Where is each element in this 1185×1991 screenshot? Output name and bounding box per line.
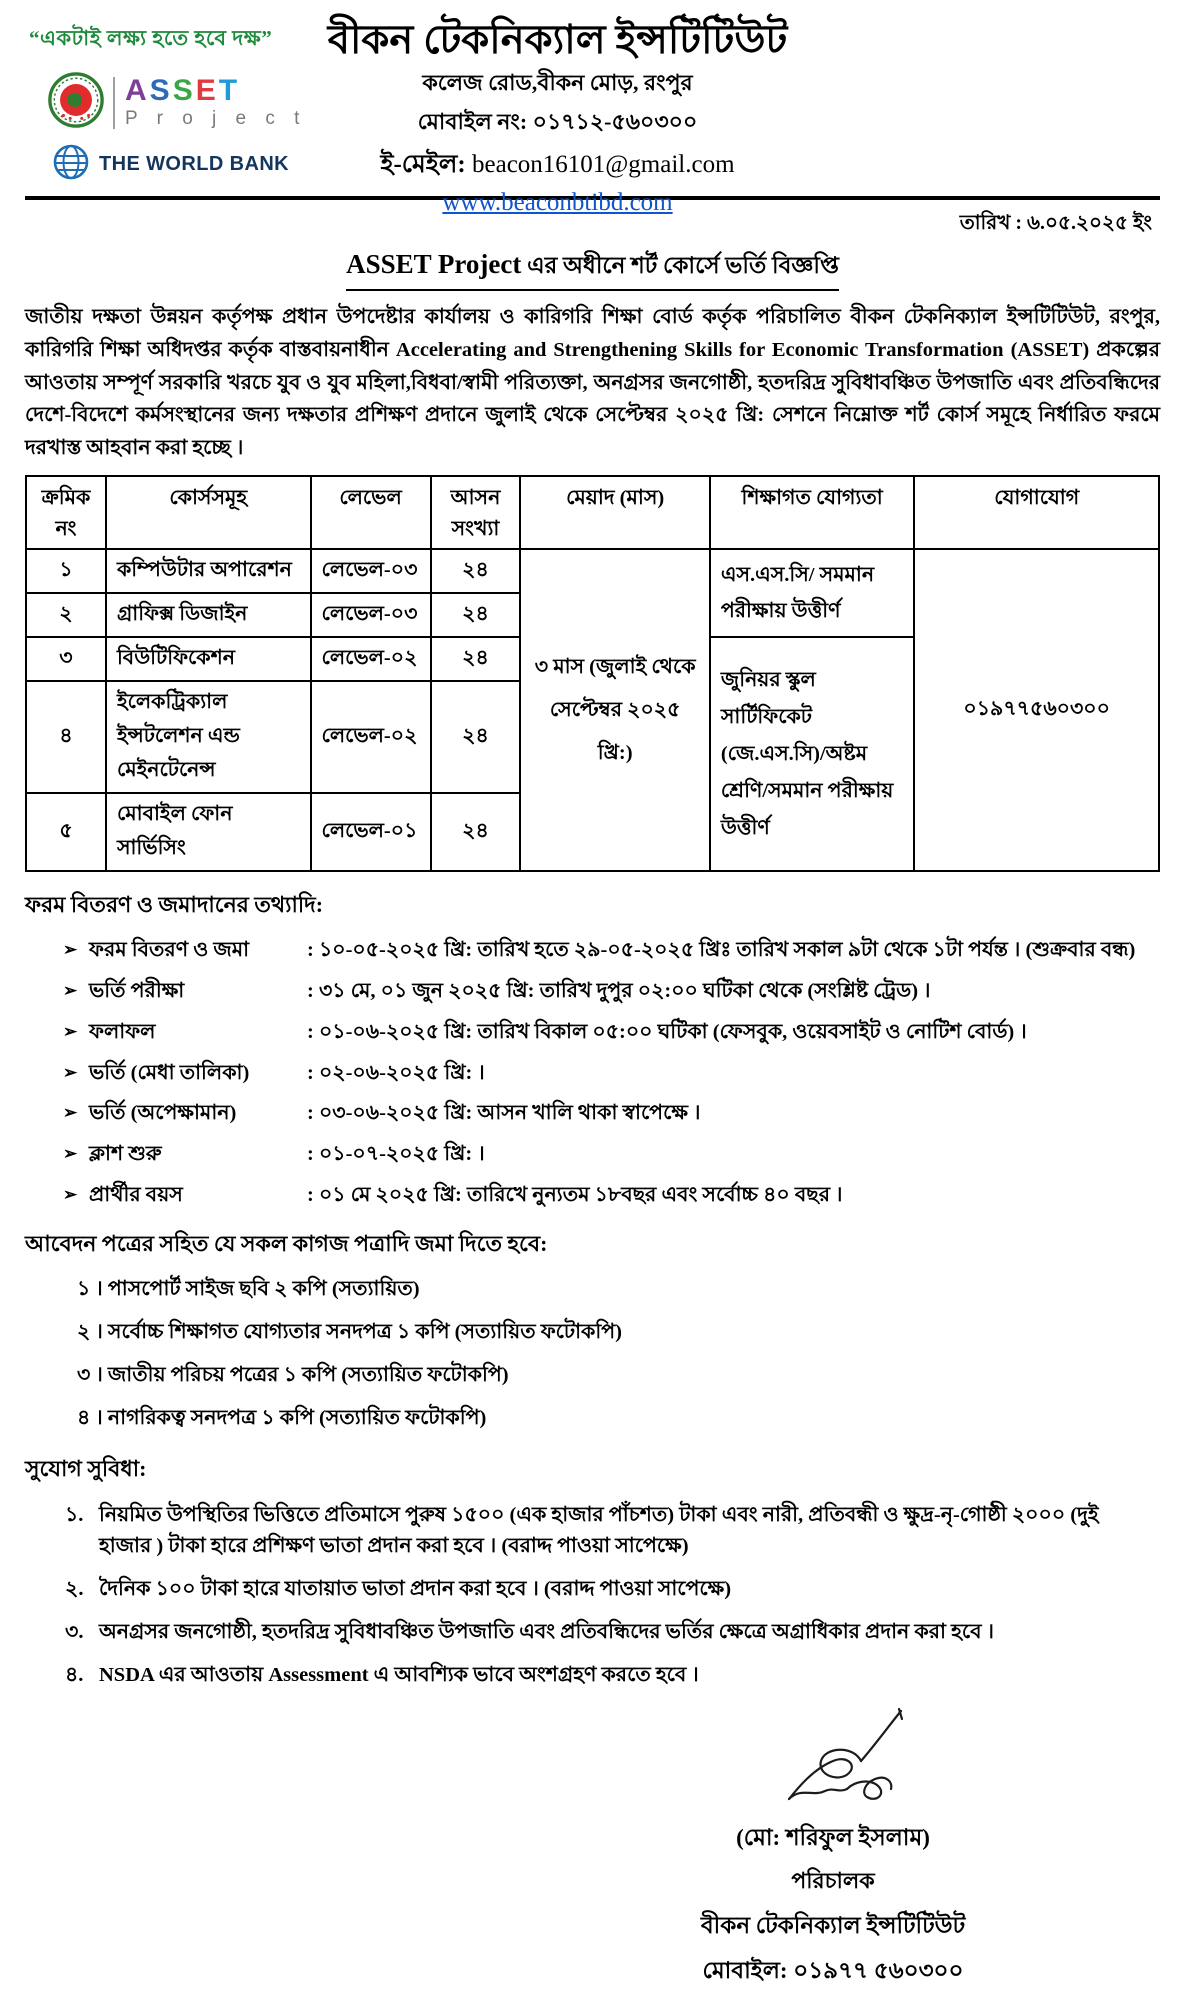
arrow-bullet-icon: ➢: [63, 1021, 78, 1041]
form-item-label: প্রার্থীর বয়স: [89, 1183, 183, 1206]
benefit-number: ৩.: [65, 1620, 84, 1643]
cell-course: মোবাইল ফোন সার্ভিসিং: [106, 793, 311, 871]
form-item-label: ফরম বিতরণ ও জমা: [89, 939, 250, 962]
notice-title: [346, 247, 839, 291]
asset-letter: S: [172, 73, 196, 107]
world-bank-logo: [51, 142, 329, 187]
institute-mobile: মোবাইল নং: ০১৭১২-৫৬০৩০০: [417, 109, 698, 134]
cell-qualification-ssc: এস.এস.সি/ সমমান পরীক্ষায় উত্তীর্ণ: [710, 549, 915, 637]
cell-level: লেভেল-০২: [311, 681, 431, 793]
cell-level: লেভেল-০৩: [311, 593, 431, 637]
form-item-value: : ০১ মে ২০২৫ খ্রি: তারিখে নুন্যতম ১৮বছর এবং সর্বোচ্চ ৪০ বছর ।: [307, 1183, 843, 1206]
documents-list: [25, 1273, 1160, 1436]
list-item: [65, 1574, 1160, 1606]
list-item: [65, 1500, 1160, 1564]
form-item-value: : ০২-০৬-২০২৫ খ্রি: ।: [307, 1061, 485, 1084]
benefit-text: NSDA এর আওতায় Assessment এ আবশ্যিক ভাবে অংশগ্রহণ করতে হবে ।: [99, 1663, 699, 1686]
notice-date: তারিখ : ৬.০৫.২০২৫ ইং: [959, 212, 1152, 234]
list-item: [63, 977, 1160, 1007]
notice-title-english: ASSET Project: [346, 249, 522, 279]
col-header-contact: যোগাযোগ: [914, 476, 1159, 550]
form-item-value: : ০৩-০৬-২০২৫ খ্রি: আসন খালি থাকা স্বাপেক্ষে ।: [307, 1102, 701, 1125]
cell-course: বিউটিফিকেশন: [106, 637, 311, 681]
asset-word: [125, 73, 306, 107]
arrow-bullet-icon: ➢: [63, 940, 78, 960]
signer-title: পরিচালক: [791, 1868, 875, 1894]
asset-letter: A: [125, 73, 150, 107]
cell-seats: ২৪: [431, 793, 521, 871]
benefit-number: ১.: [65, 1503, 84, 1526]
list-item: ২ । সর্বোচ্চ শিক্ষাগত যোগ্যতার সনদপত্র ১ কপি (সত্যায়িত ফটোকপি): [77, 1320, 622, 1343]
documents-heading: আবেদন পত্রের সহিত যে সকল কাগজ পত্রাদি জমা দিতে হবে:: [25, 1230, 548, 1256]
list-item: [63, 1140, 1160, 1170]
asset-project-subtitle: P r o j e c t: [125, 107, 307, 129]
col-header-level: লেভেল: [311, 476, 431, 550]
col-header-seats: আসন সংখ্যা: [431, 476, 521, 550]
col-header-qualification: শিক্ষাগত যোগ্যতা: [710, 476, 915, 550]
notice-title-wrap: [25, 247, 1160, 291]
website-link[interactable]: www.beaconbtibd.com: [442, 189, 673, 216]
bangladesh-emblem-icon: [47, 71, 105, 134]
header: [25, 16, 1160, 216]
arrow-bullet-icon: ➢: [63, 981, 78, 1001]
form-info-heading: ফরম বিতরণ ও জমাদানের তথ্যাদি:: [25, 892, 324, 918]
cell-qualification-jsc: জুনিয়র স্কুল সার্টিফিকেট (জে.এস.সি)/অষ্টম শ্রেণি/সমমান পরীক্ষায় উত্তীর্ণ: [710, 637, 915, 871]
institute-address: কলেজ রোড,বীকন মোড়, রংপুর: [422, 70, 693, 95]
arrow-bullet-icon: ➢: [63, 1144, 78, 1164]
cell-level: লেভেল-০১: [311, 793, 431, 871]
arrow-bullet-icon: ➢: [63, 1103, 78, 1123]
benefits-heading: সুযোগ সুবিধা:: [25, 1455, 147, 1481]
arrow-bullet-icon: ➢: [63, 1184, 78, 1204]
asset-letter: E: [195, 73, 219, 107]
form-item-label: ক্লাশ শুরু: [89, 1143, 162, 1166]
signer-mobile: মোবাইল: ০১৯৭৭ ৫৬০৩০০: [702, 1958, 964, 1984]
cell-course: গ্রাফিক্স ডিজাইন: [106, 593, 311, 637]
asset-wordmark: [125, 73, 307, 130]
table-row: [26, 549, 1159, 593]
list-item: ৪ । নাগরিকত্ব সনদপত্র ১ কপি (সত্যায়িত ফটোকপি): [77, 1406, 487, 1429]
form-item-value: : ৩১ মে, ০১ জুন ২০২৫ খ্রি: তারিখ দুপুর ০২:০০ ঘটিকা থেকে (সংশ্লিষ্ট ট্রেড) ।: [307, 980, 931, 1003]
col-header-duration: মেয়াদ (মাস): [520, 476, 709, 550]
asset-letter: T: [218, 73, 241, 107]
cell-seats: ২৪: [431, 681, 521, 793]
list-item: [63, 1059, 1160, 1089]
list-item: [65, 1617, 1160, 1649]
cell-serial: ৫: [26, 793, 106, 871]
benefit-number: ৪.: [65, 1663, 84, 1686]
institute-website-line: [25, 189, 1090, 217]
benefit-text: নিয়মিত উপস্থিতির ভিত্তিতে প্রতিমাসে পুরুষ ১৫০০ (এক হাজার পাঁচশত) টাকা এবং নারী, প্রতিবন্ধী ও ক্ষুদ্র-নৃ-গোষ্ঠী ২০০০ (দুই হাজার ) টাকা হারে প্রশিক্ষণ ভাতা প্রদান করা হবে । (বরাদ্দ পাওয়া সাপেক্ষে): [99, 1503, 1099, 1558]
benefit-text: দৈনিক ১০০ টাকা হারে যাতায়াত ভাতা প্রদান করা হবে । (বরাদ্দ পাওয়া সাপেক্ষে): [99, 1578, 732, 1601]
form-item-value: : ১০-০৫-২০২৫ খ্রি: তারিখ হতে ২৯-০৫-২০২৫ খ্রিঃ তারিখ সকাল ৯টা থেকে ১টা পর্যন্ত । (শুক্রবার বন্ধ): [307, 939, 1136, 962]
signer-name: (মো: শরিফুল ইসলাম): [736, 1825, 930, 1851]
logo-divider: [113, 77, 115, 129]
form-item-value: : ০১-০৭-২০২৫ খ্রি: ।: [307, 1143, 485, 1166]
cell-serial: ২: [26, 593, 106, 637]
cell-course: ইলেকট্রিক্যাল ইন্সটলেশন এন্ড মেইনটেনেন্স: [106, 681, 311, 793]
list-item: [65, 1660, 1160, 1692]
benefit-number: ২.: [65, 1578, 84, 1601]
cell-serial: ৪: [26, 681, 106, 793]
form-item-label: ভর্তি পরীক্ষা: [89, 980, 185, 1003]
email-address: beacon16101@gmail.com: [472, 151, 735, 178]
form-item-label: ভর্তি (অপেক্ষামান): [89, 1102, 237, 1125]
asset-project-logo: [47, 71, 329, 134]
form-item-label: ভর্তি (মেধা তালিকা): [89, 1061, 250, 1084]
globe-icon: [51, 142, 91, 187]
cell-level: লেভেল-০২: [311, 637, 431, 681]
list-item: [63, 1018, 1160, 1048]
arrow-bullet-icon: ➢: [63, 1062, 78, 1082]
email-label: ই-মেইল:: [380, 151, 466, 178]
form-item-label: ফলাফল: [89, 1020, 156, 1043]
cell-contact-number: ০১৯৭৭৫৬০৩০০: [914, 549, 1159, 871]
asset-letter: S: [149, 73, 173, 107]
table-header-row: [26, 476, 1159, 550]
signature-block: [663, 1705, 1003, 1991]
signer-institute: বীকন টেকনিক্যাল ইন্সটিটিউট: [700, 1913, 966, 1939]
course-table: [25, 475, 1160, 873]
list-item: ৩ । জাতীয় পরিচয় পত্রের ১ কপি (সত্যায়িত ফটোকপি): [77, 1363, 509, 1386]
list-item: [63, 1099, 1160, 1129]
col-header-course: কোর্সসমূহ: [106, 476, 311, 550]
list-item: [63, 1181, 1160, 1211]
cell-serial: ১: [26, 549, 106, 593]
cell-seats: ২৪: [431, 549, 521, 593]
cell-level: লেভেল-০৩: [311, 549, 431, 593]
world-bank-label: THE WORLD BANK: [99, 153, 290, 175]
institute-name: বীকন টেকনিক্যাল ইন্সটিটিউট: [327, 17, 788, 62]
cell-course: কম্পিউটার অপারেশন: [106, 549, 311, 593]
motto-text: “একটাই লক্ষ্য হতে হবে দক্ষ”: [29, 26, 273, 50]
list-item: ১ । পাসপোর্ট সাইজ ছবি ২ কপি (সত্যায়িত): [77, 1277, 420, 1300]
cell-duration: ৩ মাস (জুলাই থেকে সেপ্টেম্বর ২০২৫ খ্রি:): [520, 549, 709, 871]
col-header-serial: ক্রমিক নং: [26, 476, 106, 550]
header-left-logos: [29, 22, 329, 187]
list-item: [63, 936, 1160, 966]
intro-paragraph: জাতীয় দক্ষতা উন্নয়ন কর্তৃপক্ষ প্রধান উপদেষ্টার কার্যালয় ও কারিগরি শিক্ষা বোর্ড কর্তৃক পরিচালিত বীকন টেকনিক্যাল ইন্সটিটিউট, রংপুর, কারিগরি শিক্ষা অধিদপ্তর কর্তৃক বাস্তবায়নাধীন Accelerating and Strengthening Skills for Economic Transformation (ASSET) প্রকল্পের আওতায় সম্পূর্ণ সরকারি খরচে যুব ও যুব মহিলা,বিধবা/স্বামী পরিত্যক্তা, অনগ্রসর জনগোষ্ঠী, হতদরিদ্র সুবিধাবঞ্চিত উপজাতি এবং প্রতিবন্ধিদের দেশে-বিদেশে কর্মসংস্থানের জন্য দক্ষতার প্রশিক্ষণ প্রদানে জুলাই থেকে সেপ্টেম্বর ২০২৫ খ্রি: সেশনে নিম্নোক্ত শর্ট কোর্স সমূহে নির্ধারিত ফরমে দরখাস্ত আহবান করা হচ্ছে ।: [25, 306, 1160, 460]
benefit-text: অনগ্রসর জনগোষ্ঠী, হতদরিদ্র সুবিধাবঞ্চিত উপজাতি এবং প্রতিবন্ধিদের ভর্তির ক্ষেত্রে অগ্রাধিকার প্রদান করা হবে ।: [99, 1620, 994, 1643]
signature-image: [773, 1705, 943, 1815]
form-item-value: : ০১-০৬-২০২৫ খ্রি: তারিখ বিকাল ০৫:০০ ঘটিকা (ফেসবুক, ওয়েবসাইট ও নোটিশ বোর্ড) ।: [307, 1020, 1027, 1043]
notice-title-bengali: এর অধীনে শর্ট কোর্সে ভর্তি বিজ্ঞপ্তি: [521, 253, 839, 278]
benefits-list: [25, 1500, 1160, 1692]
cell-seats: ২৪: [431, 637, 521, 681]
cell-serial: ৩: [26, 637, 106, 681]
form-info-list: [25, 936, 1160, 1210]
cell-seats: ২৪: [431, 593, 521, 637]
